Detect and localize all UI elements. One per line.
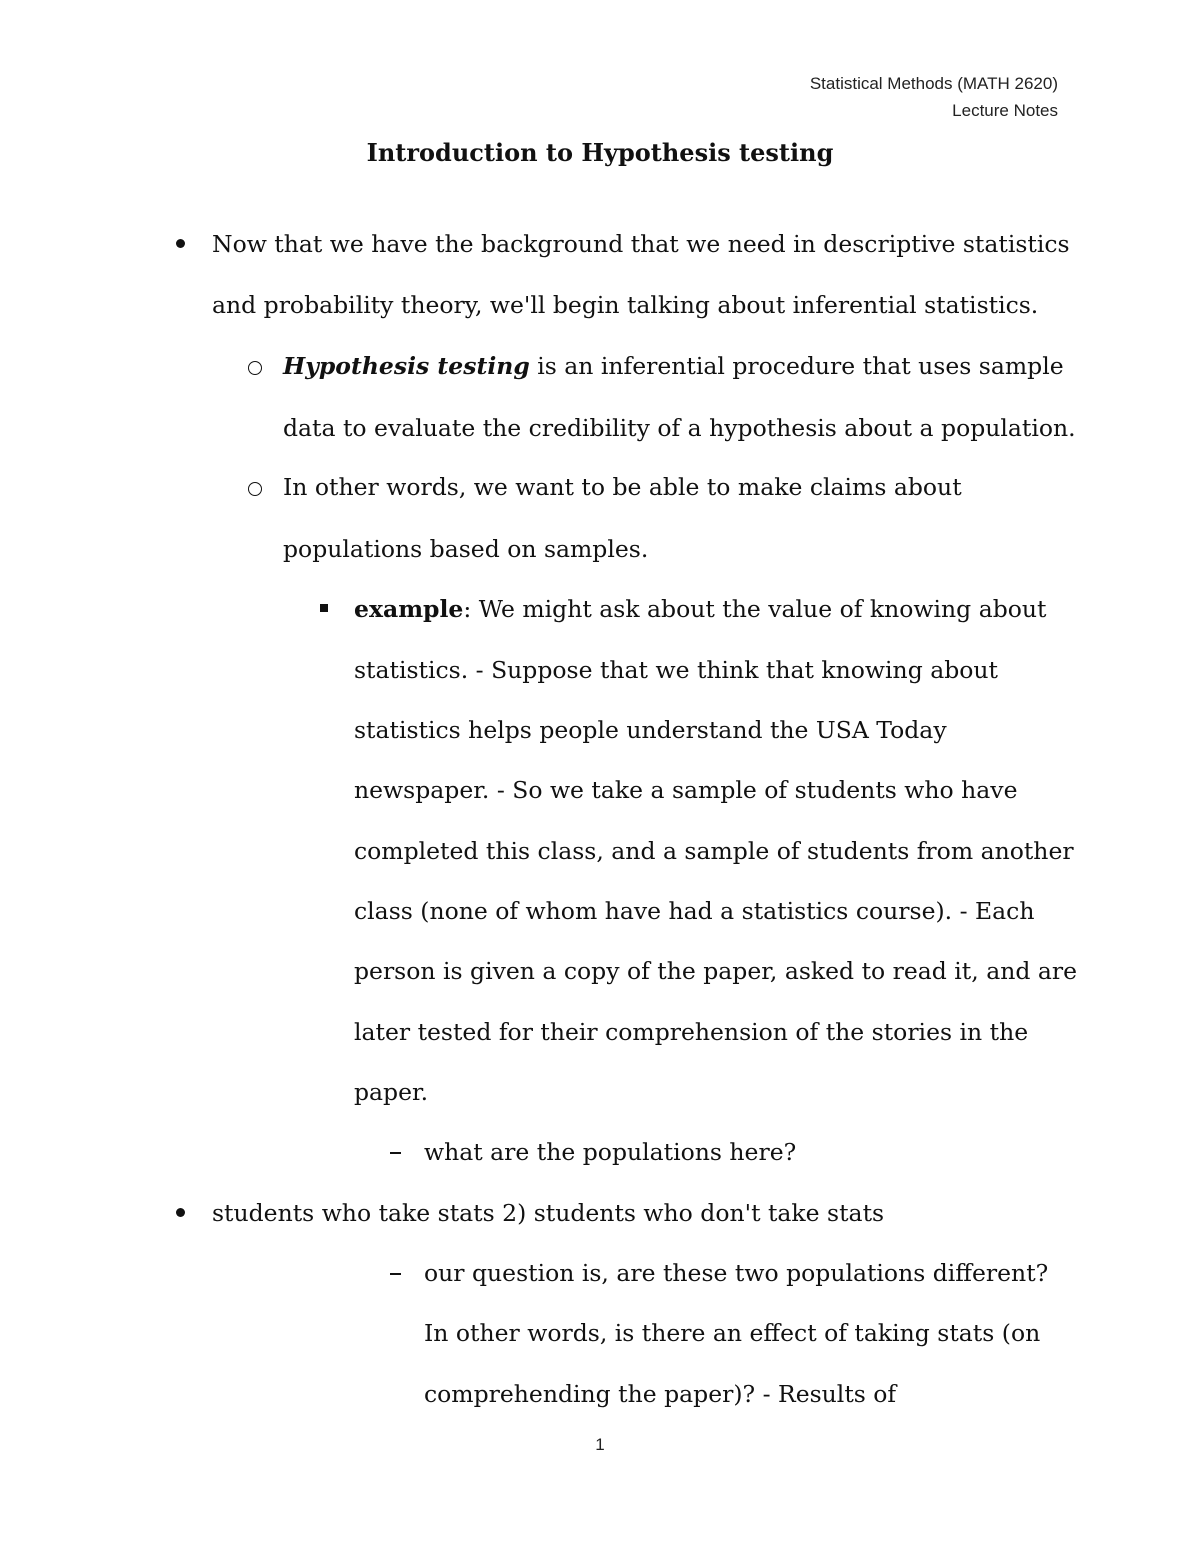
circle-bullet-icon [248,482,262,496]
bullet1-line1: Now that we have the background that we need in descriptive statistics [212,230,1070,258]
course-title: Statistical Methods (MATH 2620) [809,74,1058,93]
bullet2-text: students who take stats 2) students who don't take stats [212,1199,885,1227]
square-bullet-icon [320,604,328,612]
example-line1 [354,591,1046,627]
sub1-line2: data to evaluate the credibility of a hypothesis about a population. [283,414,1076,442]
example-line: statistics. - Suppose that we think that knowing about [354,656,998,684]
dash2-line1: our question is, are these two populations different? [424,1259,1049,1287]
page-title: Introduction to Hypothesis testing [366,138,834,167]
example-line: statistics helps people understand the USA Today [354,716,947,744]
sub1-line1 [283,348,1064,384]
example-line: paper. [354,1078,429,1106]
example-line: later tested for their comprehension of the stories in the [354,1018,1029,1046]
sub2-line2: populations based on samples. [283,535,649,563]
page-header [810,70,1058,124]
page-number: 1 [595,1435,605,1454]
header-subtitle: Lecture Notes [952,101,1058,120]
dash-bullet-icon [390,1152,401,1154]
circle-bullet-icon [248,361,262,375]
sub2-line1: In other words, we want to be able to make claims about [283,473,962,501]
bullet-disc-icon [176,1208,185,1217]
example-line: completed this class, and a sample of students from another [354,837,1074,865]
bullet-disc-icon [176,239,185,248]
example-line1-rest: : We might ask about the value of knowing about [463,595,1047,623]
example-line: newspaper. - So we take a sample of students who have [354,776,1018,804]
example-line: class (none of whom have had a statistics course). - Each [354,897,1035,925]
dash2-line2: In other words, is there an effect of taking stats (on [424,1319,1041,1347]
term-hypothesis-testing: Hypothesis testing [283,352,530,380]
dash2-line3: comprehending the paper)? - Results of [424,1380,897,1408]
sub1-line1-rest: is an inferential procedure that uses sample [529,352,1064,380]
example-label: example [354,595,464,623]
bullet1-line2: and probability theory, we'll begin talking about inferential statistics. [212,291,1039,319]
dash-bullet-icon [390,1273,401,1275]
example-line: person is given a copy of the paper, asked to read it, and are [354,957,1078,985]
dash1-text: what are the populations here? [424,1138,797,1166]
